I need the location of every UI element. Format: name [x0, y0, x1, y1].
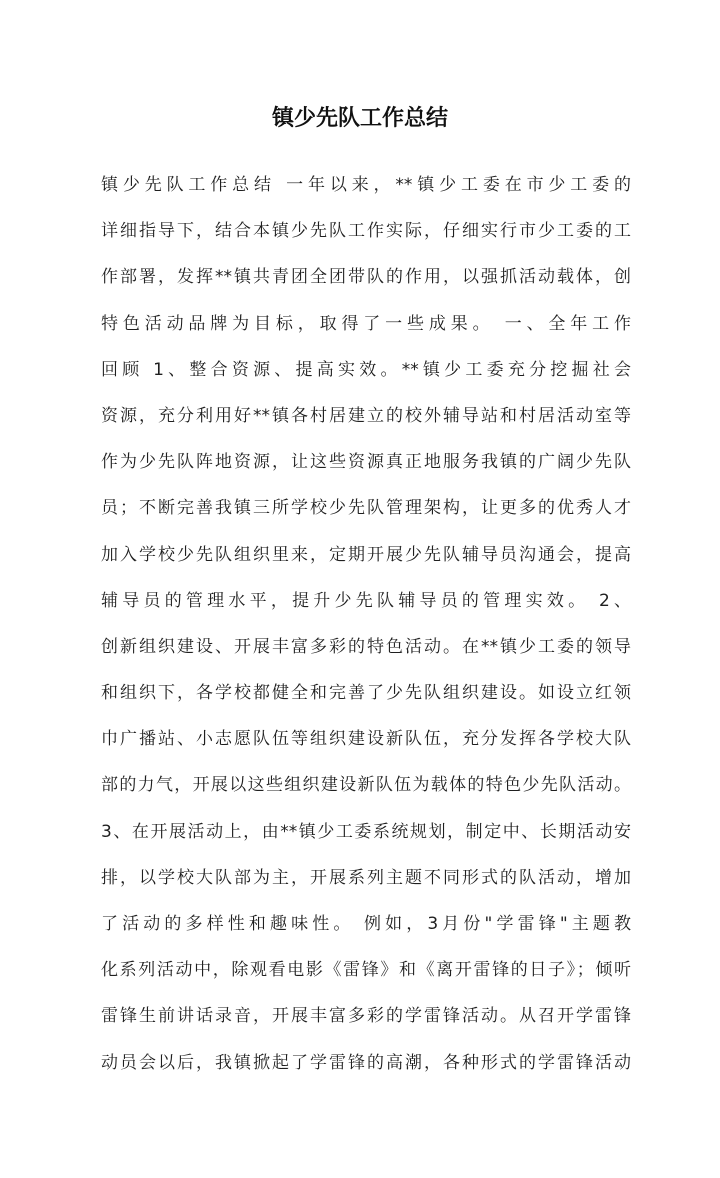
- document-body: [101, 170, 631, 1094]
- body-line: 3、在开展活动上，由**镇少工委系统规划，制定中、长期活动安: [101, 821, 631, 842]
- body-line: 详细指导下，结合本镇少先队工作实际，仔细实行市少工委的工: [101, 221, 631, 242]
- body-line: 辅导员的管理水平，提升少先队辅导员的管理实效。 2、: [101, 590, 631, 611]
- body-line: 特色活动品牌为目标，取得了一些成果。 一、全年工作: [101, 313, 631, 334]
- body-line: 镇少先队工作总结 一年以来，**镇少工委在市少工委的: [101, 175, 631, 195]
- body-line: 雷锋生前讲话录音，开展丰富多彩的学雷锋活动。从召开学雷锋: [101, 1006, 631, 1027]
- body-line: 创新组织建设、开展丰富多彩的特色活动。在**镇少工委的领导: [101, 636, 631, 657]
- body-line: 员；不断完善我镇三所学校少先队管理架构，让更多的优秀人才: [101, 498, 631, 519]
- body-line: 回顾 1、整合资源、提高实效。**镇少工委充分挖掘社会: [101, 359, 631, 380]
- body-line: 加入学校少先队组织里来，定期开展少先队辅导员沟通会，提高: [101, 544, 631, 565]
- document-title: 镇少先队工作总结: [271, 105, 448, 131]
- body-line: 化系列活动中，除观看电影《雷锋》和《离开雷锋的日子》；倾听: [101, 960, 631, 981]
- body-line: 巾广播站、小志愿队伍等组织建设新队伍，充分发挥各学校大队: [101, 729, 631, 750]
- body-line: 和组织下，各学校都健全和完善了少先队组织建设。如设立红领: [101, 683, 631, 704]
- body-line: 作部署，发挥**镇共青团全团带队的作用，以强抓活动载体，创: [101, 267, 631, 288]
- body-line: 了活动的多样性和趣味性。 例如，3月份"学雷锋"主题教: [101, 914, 631, 934]
- body-line: 部的力气，开展以这些组织建设新队伍为载体的特色少先队活动。: [101, 775, 631, 796]
- body-line: 资源，充分利用好**镇各村居建立的校外辅导站和村居活动室等: [101, 405, 631, 426]
- body-line: 动员会以后，我镇掀起了学雷锋的高潮，各种形式的学雷锋活动: [101, 1052, 631, 1073]
- body-line: 排，以学校大队部为主，开展系列主题不同形式的队活动，增加: [101, 867, 631, 888]
- body-line: 作为少先队阵地资源，让这些资源真正地服务我镇的广阔少先队: [101, 452, 631, 473]
